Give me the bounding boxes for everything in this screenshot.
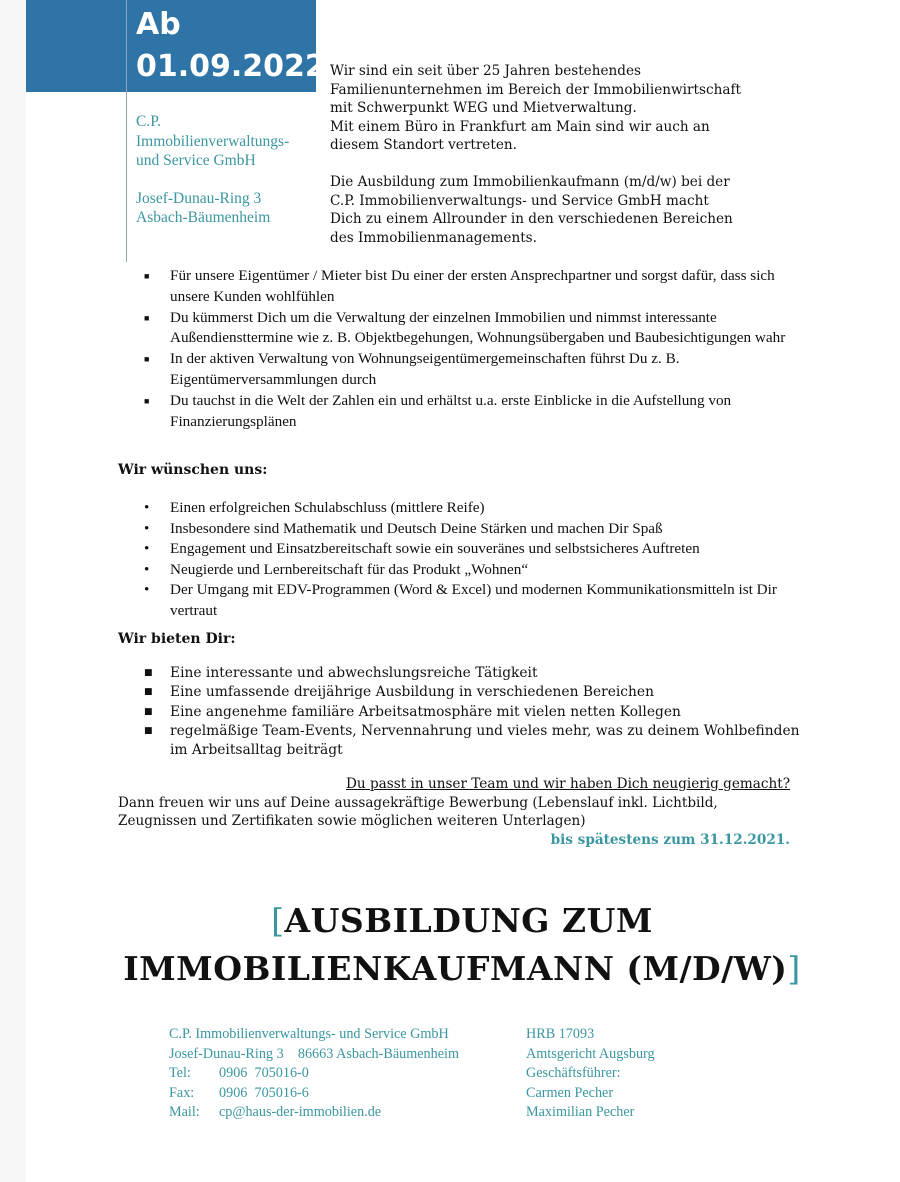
intro-line: C.P. Immobilienverwaltungs- und Service GmbH macht (330, 192, 709, 209)
intro-line: des Immobilienmanagements. (330, 229, 537, 246)
footer-ceo: Carmen Pecher (526, 1084, 614, 1101)
job-title-line-2: IMMOBILIENKAUFMANN (M/D/W) (123, 949, 788, 988)
list-item: • Engagement und Einsatzbereitschaft sowie ein souveränes und selbstsicheres Auftreten (144, 539, 804, 560)
list-item: • Neugierde und Lernbereitschaft für das Produkt „Wohnen“ (144, 560, 804, 581)
footer-tel: Tel: 0906 705016-0 (169, 1065, 309, 1082)
start-date-value: 01.09.2022 (136, 49, 326, 84)
company-street: Josef-Dunau-Ring 3 (136, 189, 262, 207)
list-item: ■ Du kümmerst Dich um die Verwaltung der einzelnen Immobilien und nimmst interessante Außendiensttermine wie z. B. Objektbegehungen, Wohnungsübergaben und Baubesichtigungen wahr (144, 308, 786, 347)
intro-line: Mit einem Büro in Frankfurt am Main sind wir auch an (330, 118, 710, 135)
list-item: ■ Du tauchst in die Welt der Zahlen ein und erhältst u.a. erste Einblicke in die Aufstellung von Finanzierungsplänen (144, 391, 732, 430)
square-bullet-icon: ■ (144, 354, 150, 365)
footer-hrb: HRB 17093 (526, 1026, 595, 1042)
job-title-line-1: AUSBILDUNG ZUM (284, 901, 653, 940)
vertical-divider (126, 0, 127, 262)
intro-line: Dich zu einem Allrounder in den verschiedenen Bereichen (330, 211, 733, 228)
square-bullet-icon: ■ (144, 312, 150, 323)
footer-ceo-label: Geschäftsführer: (526, 1065, 621, 1082)
offers-heading: Wir bieten Dir: (118, 631, 236, 647)
company-city: Asbach-Bäumenheim (136, 209, 271, 226)
intro-line: mit Schwerpunkt WEG und Mietverwaltung. (330, 100, 637, 117)
intro-text (330, 62, 800, 247)
intro-line: Die Ausbildung zum Immobilienkaufmann (m/d/w) bei der (330, 173, 730, 190)
footer-company: C.P. Immobilienverwaltungs- und Service GmbH (169, 1026, 449, 1042)
company-name-3: und Service GmbH (136, 152, 256, 169)
square-bullet-icon: ■ (144, 687, 153, 698)
footer-legal (526, 1025, 726, 1123)
offers-list (144, 664, 804, 760)
square-bullet-icon: ■ (144, 395, 150, 406)
list-item: • Der Umgang mit EDV-Programmen (Word & Excel) und modernen Kommunikationsmitteln ist Dir vertraut (144, 581, 777, 619)
square-bullet-icon: ■ (144, 668, 153, 678)
footer-ceo: Maximilian Pecher (526, 1104, 635, 1121)
wishes-heading: Wir wünschen uns: (118, 462, 268, 478)
round-bullet-icon: • (144, 560, 150, 578)
intro-line: Wir sind ein seit über 25 Jahren bestehendes (330, 63, 641, 79)
list-item: ■ Eine interessante und abwechslungsreiche Tätigkeit (144, 664, 804, 683)
round-bullet-icon: • (144, 540, 150, 558)
intro-line: Familienunternehmen im Bereich der Immobilienwirtschaft (330, 81, 741, 98)
footer-address: Josef-Dunau-Ring 3 86663 Asbach-Bäumenheim (169, 1045, 460, 1062)
application-deadline: bis spätestens zum 31.12.2021. (550, 831, 790, 848)
list-item: • Insbesondere sind Mathematik und Deutsch Deine Stärken und machen Dir Spaß (144, 519, 804, 540)
footer-contact (169, 1025, 529, 1123)
company-name-1: C.P. (136, 113, 161, 130)
closing-question: Du passt in unser Team und wir haben Dich neugierig gemacht? (346, 776, 790, 792)
footer-court: Amtsgericht Augsburg (526, 1045, 655, 1062)
list-item: ■ Eine umfassende dreijährige Ausbildung in verschiedenen Bereichen (144, 683, 804, 702)
round-bullet-icon: • (144, 581, 150, 599)
bracket-open: [ (271, 901, 285, 940)
document-page (26, 0, 900, 1182)
closing-line: Dann freuen wir uns auf Deine aussagekräftige Bewerbung (Lebenslauf inkl. Lichtbild, (118, 794, 718, 811)
wishes-list (144, 498, 804, 622)
tasks-list (144, 266, 804, 432)
closing-block (118, 775, 790, 849)
intro-line: diesem Standort vertreten. (330, 137, 517, 154)
square-bullet-icon: ■ (144, 706, 153, 717)
start-date-prefix: Ab (136, 7, 181, 42)
list-item: ■ Für unsere Eigentümer / Mieter bist Du einer der ersten Ansprechpartner und sorgst dafür, dass sich unsere Kunden wohlfühlen (144, 267, 775, 305)
start-date (136, 4, 326, 88)
list-item: • Einen erfolgreichen Schulabschluss (mittlere Reife) (144, 498, 804, 519)
list-item: ■ Eine angenehme familiäre Arbeitsatmosphäre mit vielen netten Kollegen (144, 703, 804, 722)
round-bullet-icon: • (144, 499, 150, 516)
email-link[interactable]: cp@haus-der-immobilien.de (219, 1104, 382, 1121)
job-title (52, 897, 872, 993)
company-block (136, 112, 289, 228)
list-item: ■ In der aktiven Verwaltung von Wohnungseigentümergemeinschaften führst Du z. B. Eigentümerversammlungen durch (144, 350, 680, 388)
bracket-close: ] (787, 949, 801, 988)
company-name-2: Immobilienverwaltungs- (136, 132, 290, 150)
square-bullet-icon: ■ (144, 725, 153, 736)
footer-mail: Mail: cp@haus-der-immobilien.de (169, 1104, 382, 1121)
round-bullet-icon: • (144, 519, 150, 537)
square-bullet-icon: ■ (144, 271, 150, 281)
footer-fax: Fax: 0906 705016-6 (169, 1084, 309, 1101)
closing-line: Zeugnissen und Zertifikaten sowie möglichen weiteren Unterlagen) (118, 813, 586, 830)
list-item: ■ regelmäßige Team-Events, Nervennahrung und vieles mehr, was zu deinem Wohlbefinden im Arbeitsalltag beiträgt (144, 722, 800, 759)
